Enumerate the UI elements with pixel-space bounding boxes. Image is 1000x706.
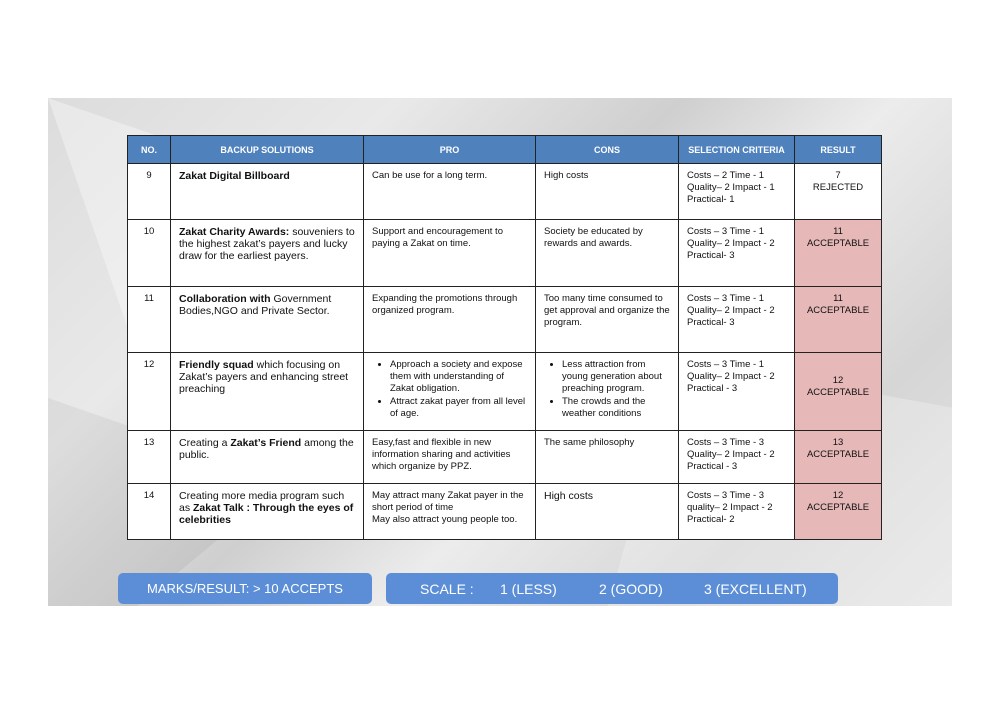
header-result: RESULT bbox=[795, 136, 882, 164]
solution-cell bbox=[171, 164, 364, 220]
criteria-line: Costs – 3 Time - 1 bbox=[687, 359, 765, 370]
cons-cell: High costs bbox=[536, 484, 679, 540]
criteria-line: Quality– 2 Impact - 2 bbox=[687, 238, 775, 249]
solution-text: which focusing on Zakat’s payers and enhancing street preaching bbox=[179, 359, 349, 395]
solution-cell bbox=[171, 484, 364, 540]
criteria-line: Costs – 2 Time - 1 bbox=[687, 170, 765, 181]
solution-text: Government Bodies,NGO and Private Sector. bbox=[179, 293, 332, 317]
table-header-row bbox=[128, 136, 882, 164]
cons-cell: Too many time consumed to get approval and organize the program. bbox=[536, 287, 679, 353]
criteria-cell bbox=[679, 484, 795, 540]
table-row bbox=[128, 431, 882, 484]
criteria-line: Costs – 3 Time - 1 bbox=[687, 293, 765, 304]
criteria-line: Quality– 2 Impact - 2 bbox=[687, 371, 775, 382]
cons-cell: High costs bbox=[536, 164, 679, 220]
criteria-line: Practical- 1 bbox=[687, 194, 735, 205]
criteria-line: Quality– 2 Impact - 1 bbox=[687, 182, 775, 193]
marks-result-label: MARKS/RESULT: > 10 ACCEPTS bbox=[147, 581, 343, 596]
cons-cell: The same philosophy bbox=[536, 431, 679, 484]
table-row bbox=[128, 220, 882, 287]
result-cell bbox=[795, 484, 882, 540]
table-row bbox=[128, 484, 882, 540]
cons-cell bbox=[536, 353, 679, 431]
criteria-line: Practical- 3 bbox=[687, 250, 735, 261]
criteria-cell bbox=[679, 220, 795, 287]
header-pro: PRO bbox=[364, 136, 536, 164]
solution-cell bbox=[171, 353, 364, 431]
result-status: ACCEPTABLE bbox=[806, 387, 870, 398]
list-item: • Approach a society and expose them with understanding of Zakat obligation. bbox=[390, 359, 527, 395]
row-number: 14 bbox=[128, 484, 171, 540]
solution-title: Zakat Digital Billboard bbox=[179, 170, 290, 182]
criteria-line: Costs – 3 Time - 3 bbox=[687, 490, 765, 501]
backup-solutions-table bbox=[127, 135, 882, 540]
solution-title: Collaboration with bbox=[179, 293, 271, 305]
cons-list bbox=[544, 359, 670, 420]
pro-list bbox=[372, 359, 527, 420]
solution-prefix: Creating a bbox=[179, 437, 231, 449]
row-number: 13 bbox=[128, 431, 171, 484]
result-status: ACCEPTABLE bbox=[806, 305, 870, 316]
criteria-line: Practical - 3 bbox=[687, 461, 738, 472]
table-row bbox=[128, 164, 882, 220]
result-score: 12 bbox=[832, 375, 844, 386]
criteria-cell bbox=[679, 164, 795, 220]
header-cons: CONS bbox=[536, 136, 679, 164]
criteria-line: Costs – 3 Time - 3 bbox=[687, 437, 765, 448]
result-cell bbox=[795, 164, 882, 220]
pro-cell bbox=[364, 353, 536, 431]
row-number: 10 bbox=[128, 220, 171, 287]
solution-title: Zakat Talk : Through the eyes of celebrities bbox=[179, 502, 354, 526]
solution-cell bbox=[171, 431, 364, 484]
result-score: 11 bbox=[833, 226, 843, 237]
result-score: 13 bbox=[832, 437, 844, 448]
pro-cell: Expanding the promotions through organized program. bbox=[364, 287, 536, 353]
criteria-line: Quality– 2 Impact - 2 bbox=[687, 449, 775, 460]
scale-good: 2 (GOOD) bbox=[599, 581, 663, 597]
criteria-line: quality– 2 Impact - 2 bbox=[687, 502, 773, 513]
table-row bbox=[128, 287, 882, 353]
list-item: • Attract zakat payer from all level of age. bbox=[390, 396, 527, 420]
row-number: 12 bbox=[128, 353, 171, 431]
result-cell bbox=[795, 353, 882, 431]
pro-line: May attract many Zakat payer in the short period of time bbox=[372, 490, 524, 513]
solution-cell bbox=[171, 287, 364, 353]
criteria-line: Costs – 3 Time - 1 bbox=[687, 226, 765, 237]
result-score: 7 bbox=[835, 170, 841, 181]
solution-prefix: Creating more media program such as bbox=[179, 490, 345, 514]
result-status: ACCEPTABLE bbox=[806, 502, 870, 513]
header-no: NO. bbox=[128, 136, 171, 164]
result-score: 12 bbox=[832, 490, 844, 501]
list-item: • The crowds and the weather conditions bbox=[562, 396, 670, 420]
solution-text: souveniers to the highest zakat’s payers and lucky draw for the earliest payers. bbox=[179, 226, 355, 262]
pro-cell: Can be use for a long term. bbox=[364, 164, 536, 220]
result-score: 11 bbox=[833, 293, 843, 304]
scale-less: 1 (LESS) bbox=[500, 581, 557, 597]
criteria-line: Quality– 2 Impact - 2 bbox=[687, 305, 775, 316]
result-status: ACCEPTABLE bbox=[806, 238, 870, 249]
pro-line: May also attract young people too. bbox=[372, 514, 518, 525]
result-cell bbox=[795, 220, 882, 287]
pro-cell: Support and encouragement to paying a Zakat on time. bbox=[364, 220, 536, 287]
solution-title: Zakat’s Friend bbox=[230, 437, 302, 449]
result-cell bbox=[795, 287, 882, 353]
criteria-cell bbox=[679, 431, 795, 484]
table-row bbox=[128, 353, 882, 431]
scale-label: SCALE : bbox=[420, 581, 474, 597]
list-item: • Less attraction from young generation about preaching program. bbox=[562, 359, 670, 395]
result-status: REJECTED bbox=[812, 182, 864, 193]
solution-title: Friendly squad bbox=[179, 359, 254, 371]
marks-result-banner bbox=[118, 573, 372, 604]
pro-cell: Easy,fast and flexible in new information sharing and activities which organize by PPZ. bbox=[364, 431, 536, 484]
scale-banner bbox=[386, 573, 838, 604]
criteria-cell bbox=[679, 287, 795, 353]
criteria-line: Practical- 2 bbox=[687, 514, 735, 525]
row-number: 11 bbox=[128, 287, 171, 353]
result-status: ACCEPTABLE bbox=[806, 449, 870, 460]
header-backup-solutions: BACKUP SOLUTIONS bbox=[171, 136, 364, 164]
solution-text: among the public. bbox=[179, 437, 354, 461]
cons-cell: Society be educated by rewards and awards. bbox=[536, 220, 679, 287]
pro-cell bbox=[364, 484, 536, 540]
result-cell bbox=[795, 431, 882, 484]
criteria-line: Practical- 3 bbox=[687, 317, 735, 328]
solution-title: Zakat Charity Awards: bbox=[179, 226, 290, 238]
header-selection-criteria: SELECTION CRITERIA bbox=[679, 136, 795, 164]
criteria-cell bbox=[679, 353, 795, 431]
solution-cell bbox=[171, 220, 364, 287]
scale-excellent: 3 (EXCELLENT) bbox=[704, 581, 807, 597]
criteria-line: Practical - 3 bbox=[687, 383, 738, 394]
row-number: 9 bbox=[128, 164, 171, 220]
